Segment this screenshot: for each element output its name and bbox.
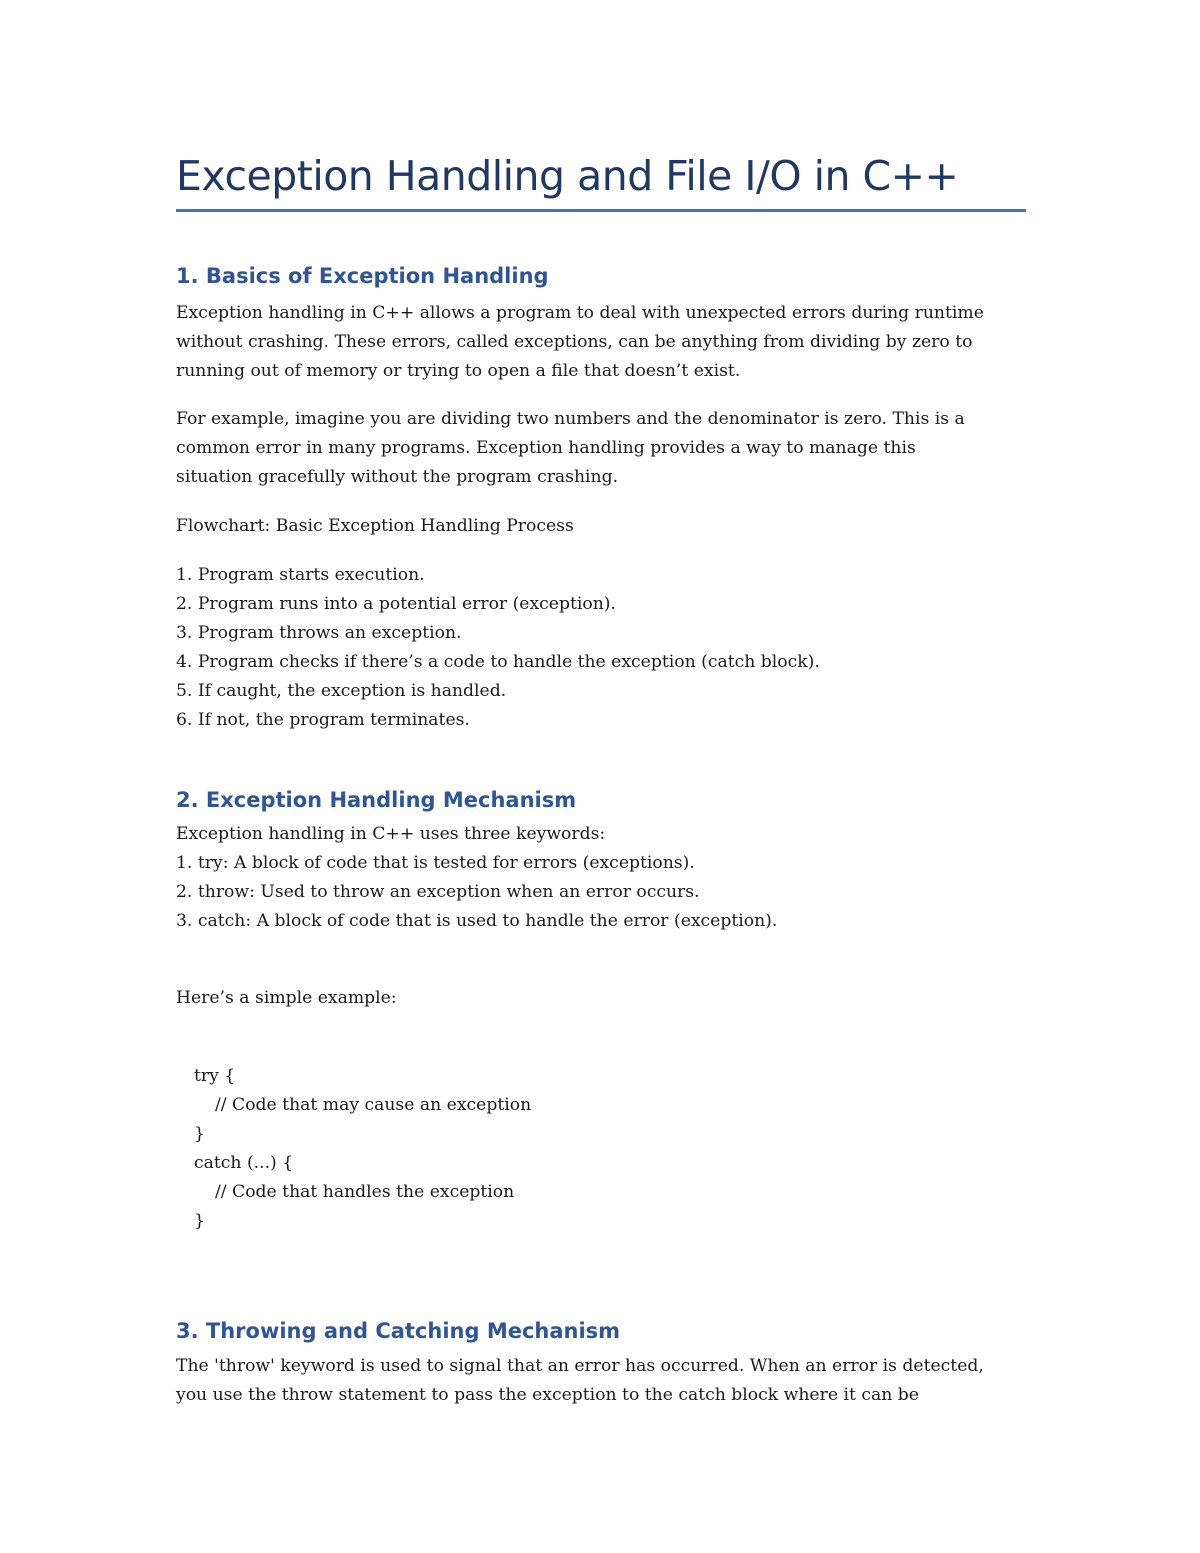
code-line: try {: [194, 1066, 236, 1086]
document-title: Exception Handling and File I/O in C++: [176, 152, 959, 200]
list-item: 3. catch: A block of code that is used to handle the error (exception).: [176, 911, 778, 931]
list-item: 6. If not, the program terminates.: [176, 710, 470, 730]
title-underline: [176, 209, 1026, 212]
text-line: The 'throw' keyword is used to signal that an error has occurred. When an error is detected,: [176, 1356, 984, 1376]
section-3-paragraph: [176, 1352, 1026, 1410]
section-1-paragraph-1: [176, 299, 1026, 386]
text-line: Exception handling in C++ allows a program to deal with unexpected errors during runtime: [176, 303, 984, 323]
code-line: // Code that may cause an exception: [215, 1095, 532, 1115]
text-line: For example, imagine you are dividing two numbers and the denominator is zero. This is a: [176, 409, 965, 429]
flowchart-steps-list: [176, 561, 1026, 735]
text-line: you use the throw statement to pass the exception to the catch block where it can be: [176, 1385, 919, 1405]
list-item: 1. Program starts execution.: [176, 565, 425, 585]
list-item: 1. try: A block of code that is tested for errors (exceptions).: [176, 853, 695, 873]
code-line: }: [194, 1124, 205, 1144]
text-line: common error in many programs. Exception handling provides a way to manage this: [176, 438, 916, 458]
text-line: situation gracefully without the program crashing.: [176, 467, 619, 487]
list-item: 2. throw: Used to throw an exception when an error occurs.: [176, 882, 700, 902]
code-line: }: [194, 1211, 205, 1231]
list-item: 4. Program checks if there’s a code to handle the exception (catch block).: [176, 652, 820, 672]
example-label: [176, 984, 1026, 1013]
text-line: without crashing. These errors, called exceptions, can be anything from dividing by zero to: [176, 332, 973, 352]
section-2-heading: 2. Exception Handling Mechanism: [176, 788, 577, 812]
text-line: Flowchart: Basic Exception Handling Process: [176, 516, 574, 536]
text-line: running out of memory or trying to open a file that doesn’t exist.: [176, 361, 741, 381]
code-line: catch (...) {: [194, 1153, 294, 1173]
text-line: Exception handling in C++ uses three keywords:: [176, 824, 606, 844]
list-item: 5. If caught, the exception is handled.: [176, 681, 507, 701]
text-line: Here’s a simple example:: [176, 988, 397, 1008]
section-3-heading: 3. Throwing and Catching Mechanism: [176, 1319, 621, 1343]
code-example: [194, 1062, 994, 1236]
section-1-heading: 1. Basics of Exception Handling: [176, 264, 549, 288]
list-item: 3. Program throws an exception.: [176, 623, 462, 643]
flowchart-label: [176, 512, 1026, 541]
section-2-keywords: [176, 820, 1026, 936]
list-item: 2. Program runs into a potential error (exception).: [176, 594, 616, 614]
section-1-paragraph-2: [176, 405, 1026, 492]
code-line: // Code that handles the exception: [215, 1182, 515, 1202]
